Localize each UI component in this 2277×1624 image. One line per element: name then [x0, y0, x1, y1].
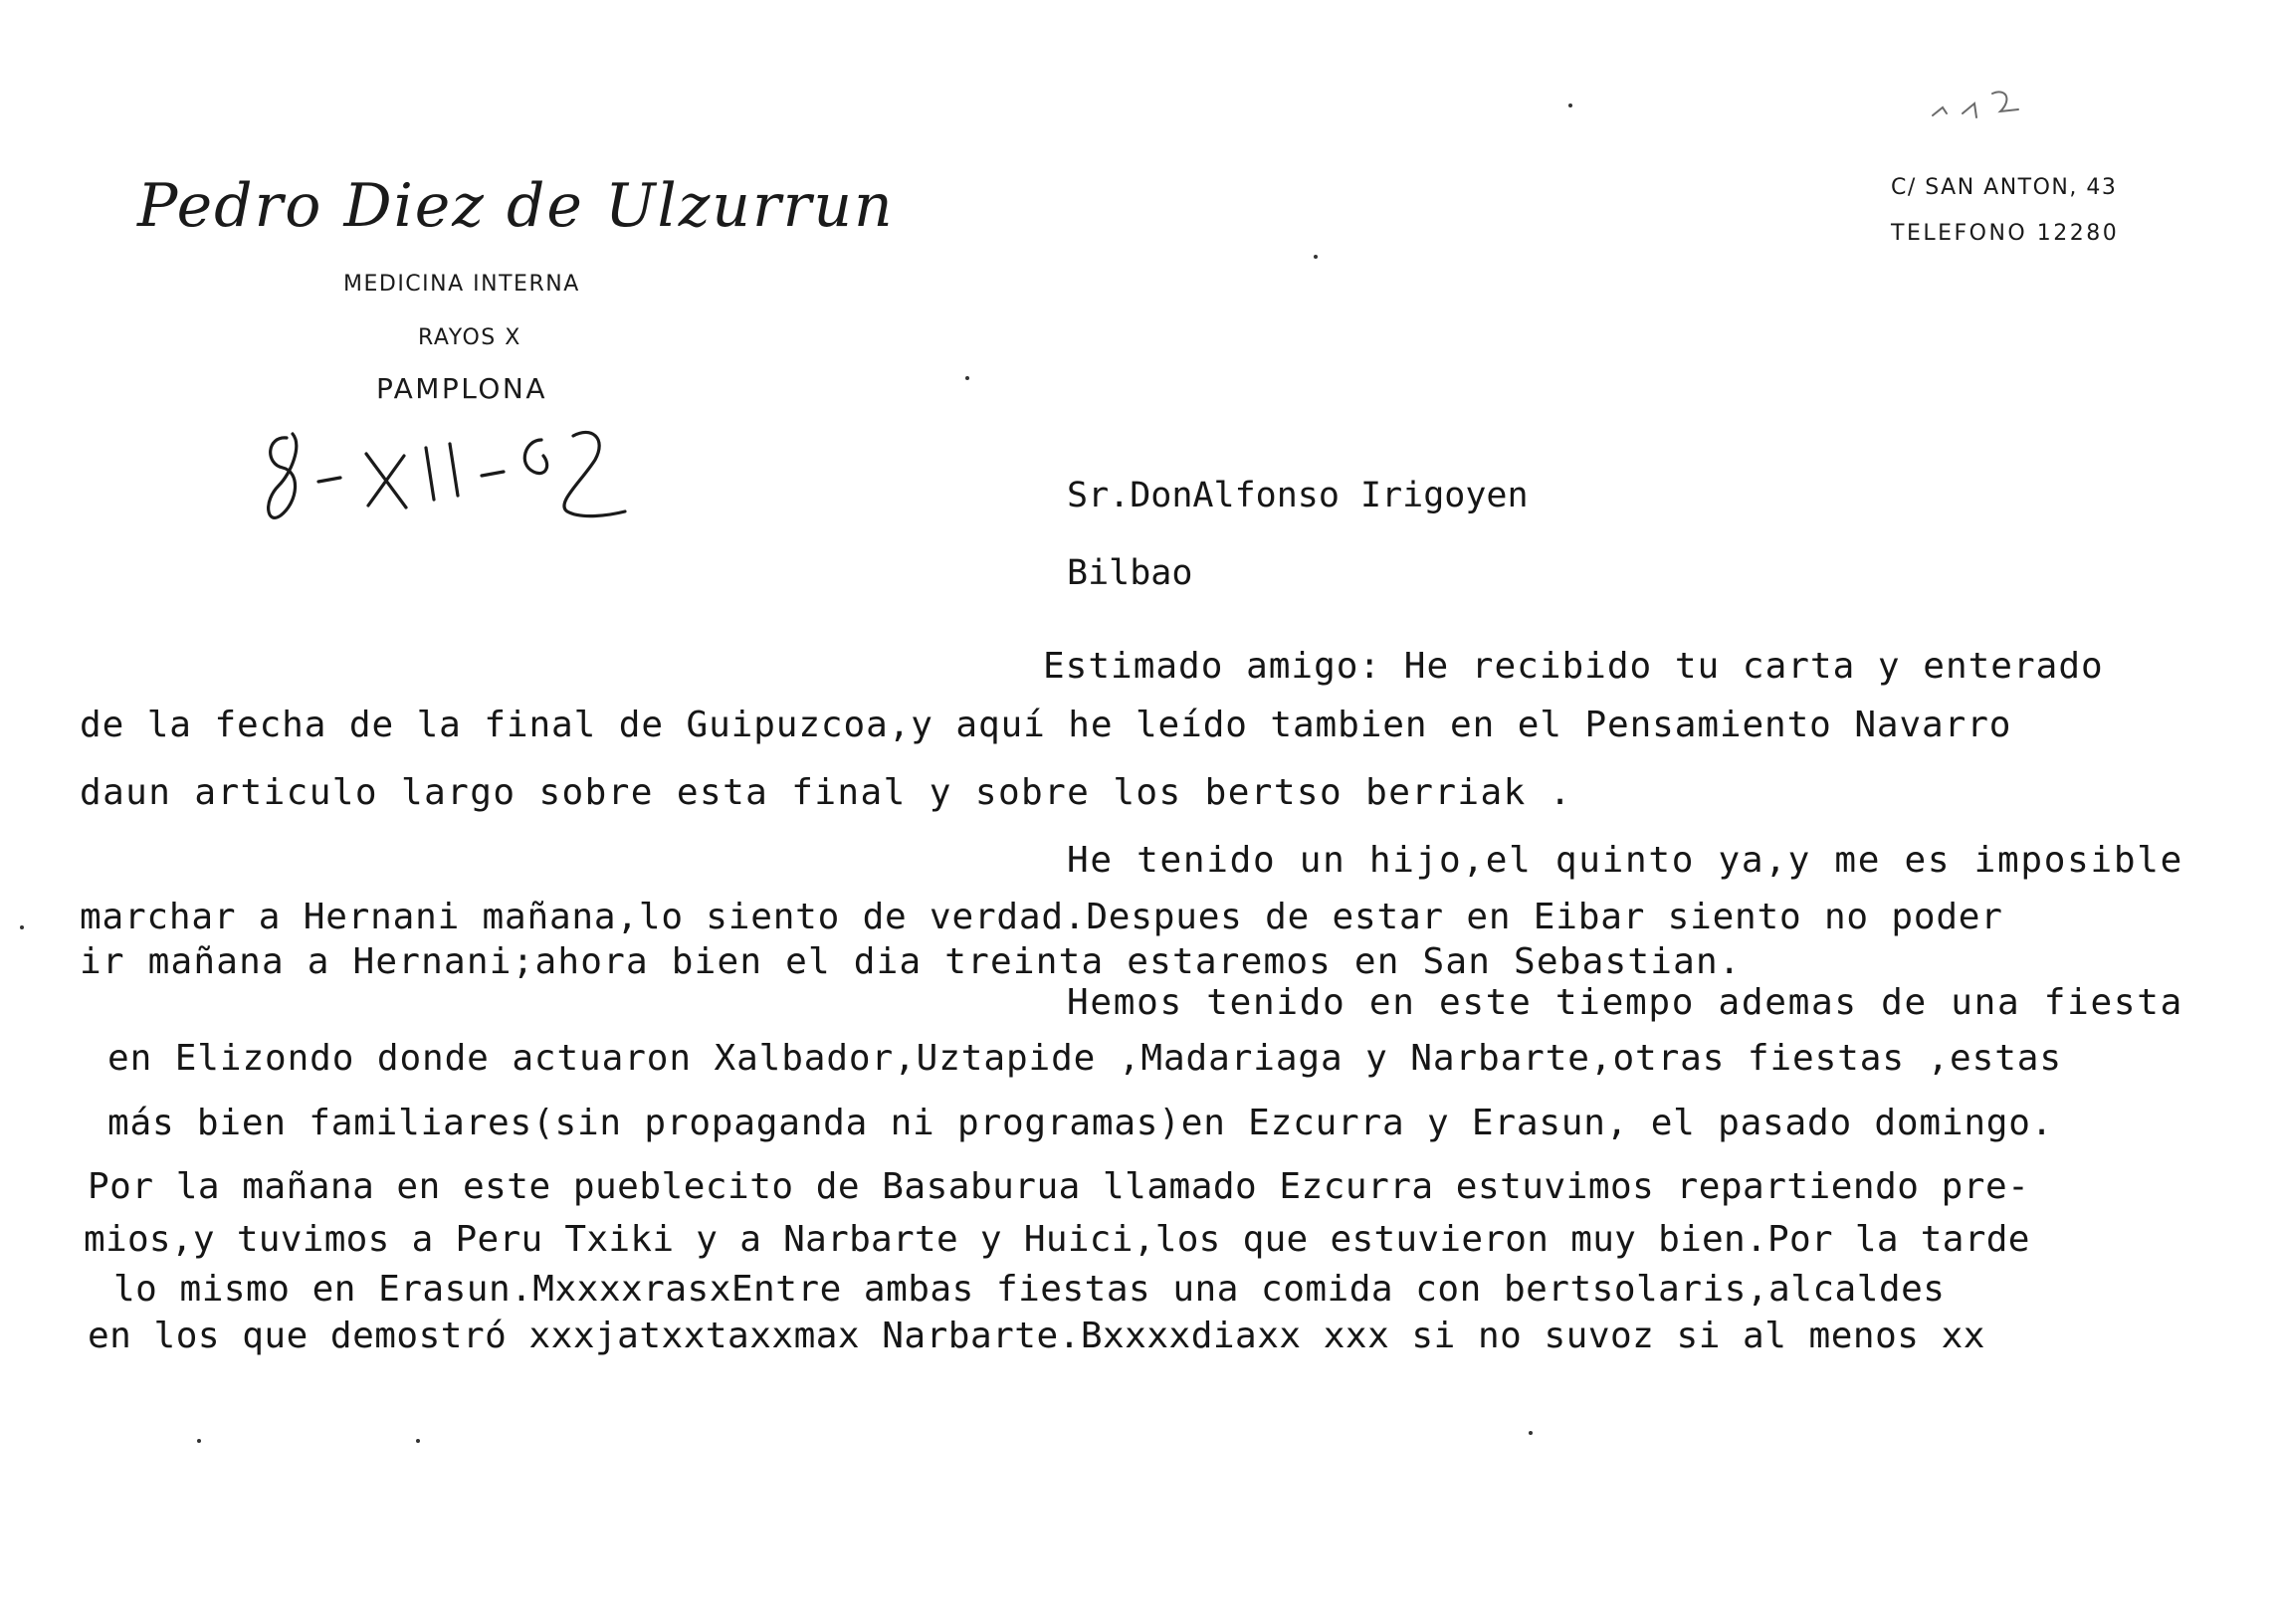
scan-speck [197, 1439, 201, 1443]
body-line: lo mismo en Erasun.MxxxxrasxEntre ambas fiestas una comida con bertsolaris,alcaldes [113, 1269, 1946, 1310]
letterhead-city: PAMPLONA [376, 372, 548, 405]
body-line: marchar a Hernani mañana,lo siento de verdad.Despues de estar en Eibar siento no poder [80, 897, 2003, 937]
body-line: en los que demostró xxxjatxxtaxxmax Narbarte.Bxxxxdiaxx xxx si no suvoz si al menos xx [88, 1316, 1985, 1356]
letterhead-xray: RAYOS X [418, 325, 521, 350]
body-line: de la fecha de la final de Guipuzcoa,y aquí he leído tambien en el Pensamiento Navarro [80, 705, 2012, 745]
letterhead-specialty: MEDICINA INTERNA [343, 272, 580, 297]
scan-speck [1529, 1431, 1533, 1435]
scan-speck [20, 925, 24, 929]
body-line: He tenido un hijo,el quinto ya,y me es imposible [1067, 840, 2183, 881]
scan-speck [1314, 255, 1318, 259]
corner-mark [1929, 80, 2048, 139]
body-line: Por la mañana en este pueblecito de Basaburua llamado Ezcurra estuvimos repartiendo pre- [88, 1166, 2030, 1207]
body-line: daun articulo largo sobre esta final y sobre los bertso berriak . [80, 772, 1572, 813]
body-line: mios,y tuvimos a Peru Txiki y a Narbarte y Huici,los que estuvieron muy bien.Por la tarde [84, 1219, 2030, 1260]
scan-speck [416, 1439, 420, 1443]
letterhead-name: Pedro Diez de Ulzurrun [137, 171, 895, 241]
recipient-city: Bilbao [1067, 553, 1193, 593]
body-line: ir mañana a Hernani;ahora bien el dia treinta estaremos en San Sebastian. [80, 941, 1742, 982]
recipient-name: Sr.DonAlfonso Irigoyen [1067, 476, 1529, 515]
body-line: Estimado amigo: He recibido tu carta y enterado [1043, 646, 2104, 687]
scan-speck [1568, 103, 1572, 107]
handwritten-date [257, 416, 635, 535]
letterhead-phone: TELEFONO 12280 [1891, 221, 2120, 246]
body-line: más bien familiares(sin propaganda ni programas)en Ezcurra y Erasun, el pasado domingo. [107, 1103, 2054, 1143]
letterhead-address: C/ SAN ANTON, 43 [1891, 175, 2118, 200]
body-line: Hemos tenido en este tiempo ademas de una fiesta [1067, 982, 2183, 1023]
body-line: en Elizondo donde actuaron Xalbador,Uztapide ,Madariaga y Narbarte,otras fiestas ,estas [107, 1038, 2062, 1079]
scan-speck [965, 376, 969, 380]
